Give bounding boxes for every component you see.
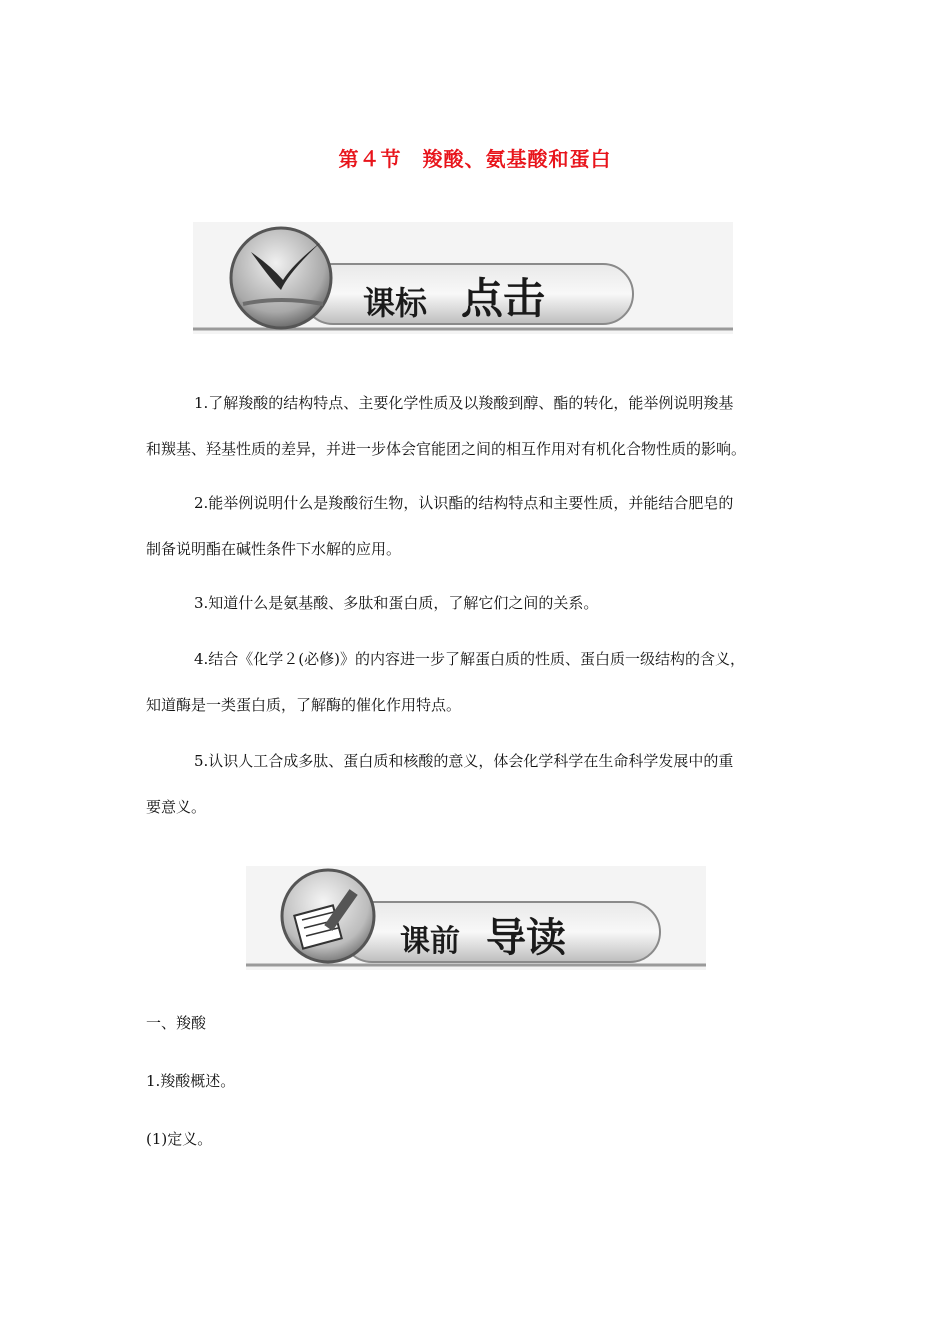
banner1-label-a: 课标 xyxy=(363,284,428,322)
banner2-label-a: 课前 xyxy=(400,924,460,959)
objective-4-line2: 知道酶是一类蛋白质，了解酶的催化作用特点。 xyxy=(146,696,462,714)
objective-5-line1: 5.认识人工合成多肽、蛋白质和核酸的意义，体会化学科学在生命科学发展中的重 xyxy=(194,752,734,770)
objective-2-line1: 2.能举例说明什么是羧酸衍生物，认识酯的结构特点和主要性质，并能结合肥皂的 xyxy=(194,494,734,512)
objective-2-line2: 制备说明酯在碱性条件下水解的应用。 xyxy=(146,540,402,558)
objective-5-line2: 要意义。 xyxy=(146,798,207,816)
objective-2 xyxy=(146,480,810,572)
objective-4 xyxy=(146,636,810,728)
banner1-label-b: 点击 xyxy=(461,274,546,323)
objective-5 xyxy=(146,738,810,830)
objective-3 xyxy=(146,580,810,626)
banner-graphic xyxy=(246,866,706,970)
banner-kebiao-dianji xyxy=(193,222,733,334)
page-title: 第４节 羧酸、氨基酸和蛋白 xyxy=(338,147,612,171)
objective-1 xyxy=(146,380,810,472)
objective-3-line1: 3.知道什么是氨基酸、多肽和蛋白质，了解它们之间的关系。 xyxy=(194,594,599,612)
objective-1-line1: 1.了解羧酸的结构特点、主要化学性质及以羧酸到醇、酯的转化，能举例说明羧基 xyxy=(194,394,734,412)
banner-keqian-daodu xyxy=(246,866,706,970)
section-item: 1.羧酸概述。 xyxy=(146,1072,236,1090)
banner2-label-b: 导读 xyxy=(486,914,566,961)
objective-1-line2: 和羰基、羟基性质的差异，并进一步体会官能团之间的相互作用对有机化合物性质的影响。 xyxy=(146,440,747,458)
section-subitem: (1)定义。 xyxy=(146,1130,213,1148)
section-heading: 一、羧酸 xyxy=(146,1014,207,1032)
objective-4-line1: 4.结合《化学２(必修)》的内容进一步了解蛋白质的性质、蛋白质一级结构的含义， xyxy=(194,650,746,668)
